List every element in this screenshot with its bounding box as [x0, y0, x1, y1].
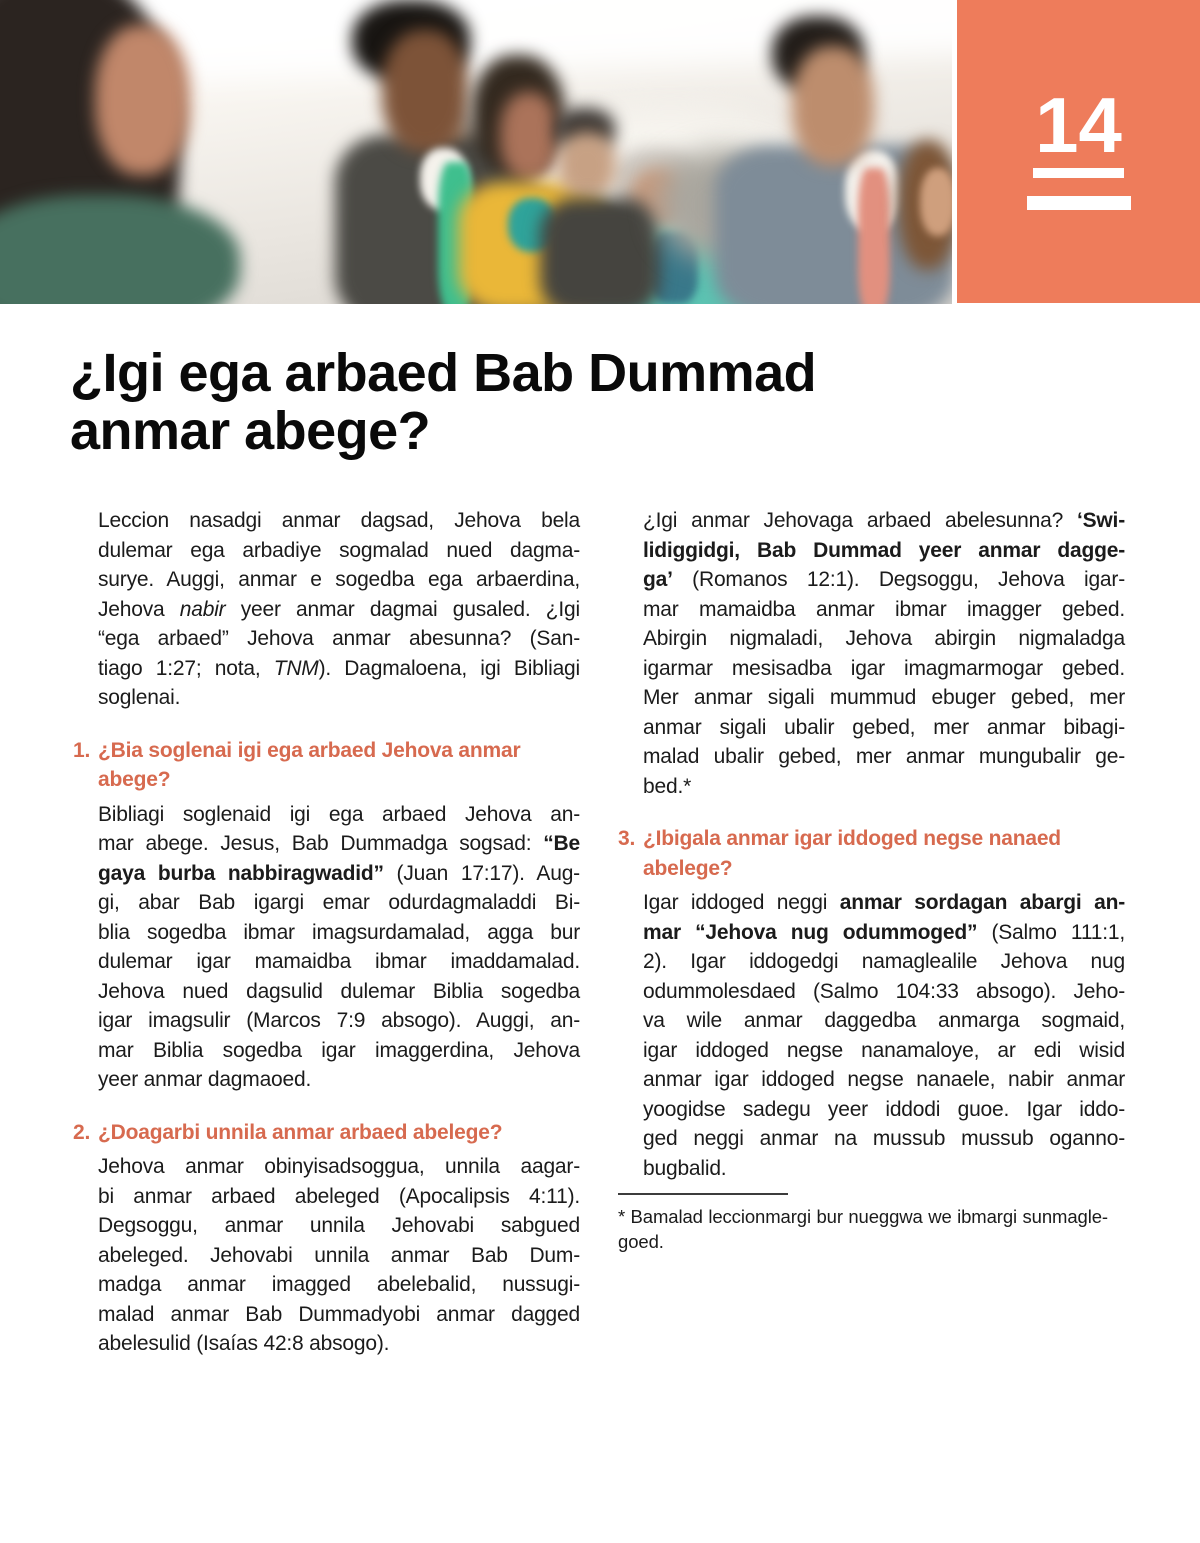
paragraph-line: [98, 977, 580, 1007]
paragraph: [98, 800, 580, 1095]
text-run: Jehova anmar obinyisadsoggua, unnila aagar-: [98, 1155, 580, 1178]
text-run: ¿Igi anmar Jehovaga arbaed abelesunna?: [643, 509, 1077, 532]
question-heading-text: [98, 1118, 580, 1148]
footnote-rule: [618, 1193, 788, 1195]
text-run: yeer anmar dagmai gusaled. ¿Igi: [225, 597, 580, 621]
paragraph: [643, 888, 1125, 1183]
paragraph-line: [643, 1095, 1125, 1125]
text-run: igar imagsulir (Marcos 7:9 absogo). Auggi, an-: [98, 1009, 580, 1032]
photo-face-shape: [792, 46, 874, 166]
paragraph-line: [98, 1241, 580, 1271]
paragraph-line: [98, 859, 580, 889]
paragraph: [643, 506, 1125, 801]
paragraph-line: [98, 595, 580, 625]
text-run: “ega arbaed” Jehova anmar abesunna? (San-: [98, 627, 580, 650]
paragraph-line: [643, 506, 1125, 536]
paragraph-line: [643, 565, 1125, 595]
question-heading: [618, 824, 1127, 883]
text-run: igarmar mesisadba igar imagmarmogar gebed.: [643, 656, 1125, 680]
text-run: soglenai.: [98, 686, 181, 709]
photo-clothing-shape: [0, 195, 240, 304]
text-run: odummolesdaed (Salmo 104:33 absogo). Jeho-: [643, 979, 1125, 1003]
paragraph-line: [98, 947, 580, 977]
bold-text-run: ga’: [643, 568, 673, 591]
text-run: yeer anmar dagmaoed.: [98, 1068, 312, 1091]
paragraph: [98, 1152, 580, 1359]
paragraph-line: [98, 624, 580, 654]
text-run: gi, abar Bab igargi emar odurdagmaladdi Bi-: [98, 891, 580, 914]
text-run: va wile anmar daggedba anmarga sogmaid,: [643, 1009, 1125, 1032]
text-run: Igar iddoged neggi: [643, 891, 840, 914]
paragraph-line: [643, 742, 1125, 772]
paragraph-line: [98, 829, 580, 859]
bold-text-run: ‘Swi-: [1076, 509, 1125, 532]
paragraph-line: [98, 800, 580, 830]
question-heading-line: ¿Doagarbi unnila anmar arbaed abelege?: [98, 1120, 503, 1144]
question-heading-text: [643, 824, 1125, 883]
text-run: Jehova nued dagsulid dulemar Biblia sogedba: [98, 979, 580, 1003]
paragraph-line: [643, 888, 1125, 918]
question-heading-line: abege?: [98, 768, 171, 791]
text-run: malad ubalir gebed, mer anmar mungubalir ge-: [643, 745, 1125, 768]
question-heading-line: ¿Bia soglenai igi ega arbaed Jehova anmar: [98, 738, 521, 762]
text-run: Degsoggu, anmar unnila Jehovabi sabgued: [98, 1214, 580, 1237]
text-run: bugbalid.: [643, 1156, 727, 1180]
page-title-line-1: ¿Igi ega arbaed Bab Dummad: [70, 343, 817, 403]
paragraph-line: [98, 1300, 580, 1330]
text-run: Jehova: [98, 597, 180, 621]
text-run: bi anmar arbaed abeleged (Apocalipsis 4:11).: [98, 1184, 580, 1208]
paragraph-line: [643, 772, 1125, 802]
footnote: [618, 1193, 1108, 1254]
page-title: [70, 344, 1130, 460]
paragraph-line: [643, 713, 1125, 743]
paragraph-line: [98, 1006, 580, 1036]
question-number: 2.: [73, 1120, 91, 1144]
paragraph-line: [643, 947, 1125, 977]
paragraph-line: [643, 977, 1125, 1007]
question-heading-line: abelege?: [643, 856, 733, 880]
text-run: Abirgin nigmaladi, Jehova abirgin nigmaladga: [643, 627, 1125, 650]
text-run: madga anmar imagged abelebalid, nussugi-: [98, 1273, 580, 1296]
bold-text-run: lidiggidgi, Bab Dummad yeer anmar dagge-: [643, 538, 1125, 562]
hero-photo: [0, 0, 952, 304]
text-run: (Romanos 12:1). Degsoggu, Jehova igar-: [672, 568, 1125, 591]
bold-text-run: gaya burba nabbiragwadid”: [98, 861, 384, 885]
question-heading: [73, 736, 582, 795]
paragraph-line: [643, 1154, 1125, 1184]
paragraph-line: [643, 654, 1125, 684]
paragraph-line: [98, 1270, 580, 1300]
photo-face-shape: [558, 132, 616, 198]
text-run: ged neggi anmar na mussub mussub oganno-: [643, 1127, 1125, 1150]
paragraph: [98, 506, 580, 713]
text-run: Mer anmar sigali mummud ebuger gebed, mer: [643, 686, 1125, 709]
column-left: [73, 506, 582, 1359]
question-heading-line: ¿Ibigala anmar igar iddoged negse nanaed: [643, 827, 1061, 850]
photo-face-shape: [382, 30, 468, 152]
paragraph-line: [643, 918, 1125, 948]
paragraph-line: [643, 536, 1125, 566]
bold-text-run: mar “Jehova nug odummoged”: [643, 920, 978, 944]
paragraph-line: [98, 683, 580, 713]
italic-text-run: nabir: [179, 597, 226, 621]
text-run: ). Dagmaloena, igi Bibliagi: [318, 656, 580, 680]
column-right: [618, 506, 1127, 1254]
question-heading: [73, 1118, 582, 1148]
text-run: blia sogedba ibmar imagsurdamalad, agga bur: [98, 920, 580, 944]
paragraph-line: [643, 1124, 1125, 1154]
paragraph-line: [98, 1211, 580, 1241]
paragraph-line: [98, 565, 580, 595]
photo-suit-shape: [540, 198, 660, 304]
paragraph-line: [98, 1182, 580, 1212]
paragraph-line: [98, 1329, 580, 1359]
paragraph-line: [98, 1152, 580, 1182]
text-run: bed.*: [643, 774, 692, 798]
paragraph-line: [98, 1036, 580, 1066]
text-run: yoogidse sadegu yeer iddodi guoe. Igar iddo-: [643, 1097, 1125, 1121]
paragraph-line: [643, 1036, 1125, 1066]
lesson-number-badge: [957, 0, 1200, 303]
paragraph-line: [643, 683, 1125, 713]
paragraph-line: [643, 1065, 1125, 1095]
lesson-number: 14: [1033, 86, 1124, 178]
paragraph-line: [98, 654, 580, 684]
text-run: tiago 1:27; nota,: [98, 656, 274, 680]
photo-face-shape: [500, 92, 558, 180]
italic-text-run: TNM: [273, 656, 319, 680]
paragraph-line: [98, 888, 580, 918]
text-run: anmar igar iddoged negse nanaele, nabir anmar: [643, 1068, 1125, 1091]
text-run: (Salmo 111:1,: [977, 920, 1125, 944]
text-run: (Juan 17:17). Aug-: [383, 861, 580, 885]
footnote-line: * Bamalad leccionmargi bur nueggwa we ibmargi sunmagle-: [618, 1206, 1108, 1227]
text-run: mar Biblia sogedba igar imaggerdina, Jehova: [98, 1038, 580, 1062]
text-run: surye. Auggi, anmar e sogedba ega arbaerdina,: [98, 568, 580, 591]
footnote-line: goed.: [618, 1231, 664, 1252]
paragraph-line: [98, 1065, 580, 1095]
question-number: 3.: [618, 827, 636, 850]
text-run: abelesulid (Isaías 42:8 absogo).: [98, 1332, 390, 1355]
page-title-line-2: anmar abege?: [70, 401, 431, 461]
text-run: mar mamaidba anmar ibmar imagger gebed.: [643, 597, 1125, 621]
photo-tie-shape: [858, 168, 890, 304]
lesson-underline-bar: [1027, 196, 1131, 210]
text-run: igar iddoged negse nanamaloye, ar edi wisid: [643, 1038, 1125, 1062]
text-run: Bibliagi soglenaid igi ega arbaed Jehova an-: [98, 802, 580, 826]
paragraph-line: [643, 1006, 1125, 1036]
text-run: mar abege. Jesus, Bab Dummadga sogsad:: [98, 832, 544, 855]
bold-text-run: anmar sordagan abargi an-: [839, 891, 1125, 914]
question-heading-text: [98, 736, 580, 795]
text-run: 2). Igar iddogedgi namaglealile Jehova nug: [643, 950, 1125, 973]
text-run: dulemar ega arbadiye sogmalad nued dagma-: [98, 538, 580, 562]
paragraph-line: [98, 918, 580, 948]
text-run: malad anmar Bab Dummadyobi anmar dagged: [98, 1302, 580, 1326]
paragraph-line: [643, 624, 1125, 654]
text-run: anmar sigali ubalir gebed, mer anmar bibagi-: [643, 715, 1125, 739]
paragraph-line: [98, 506, 580, 536]
text-run: dulemar igar mamaidba ibmar imaddamalad.: [98, 950, 580, 973]
question-number: 1.: [73, 738, 91, 762]
text-run: Leccion nasadgi anmar dagsad, Jehova bela: [98, 509, 580, 532]
paragraph-line: [643, 595, 1125, 625]
photo-face-shape: [95, 25, 190, 175]
text-run: abeleged. Jehovabi unnila anmar Bab Dum-: [98, 1243, 580, 1267]
paragraph-line: [98, 536, 580, 566]
bold-text-run: “Be: [543, 832, 580, 855]
photo-face-shape: [920, 168, 952, 236]
